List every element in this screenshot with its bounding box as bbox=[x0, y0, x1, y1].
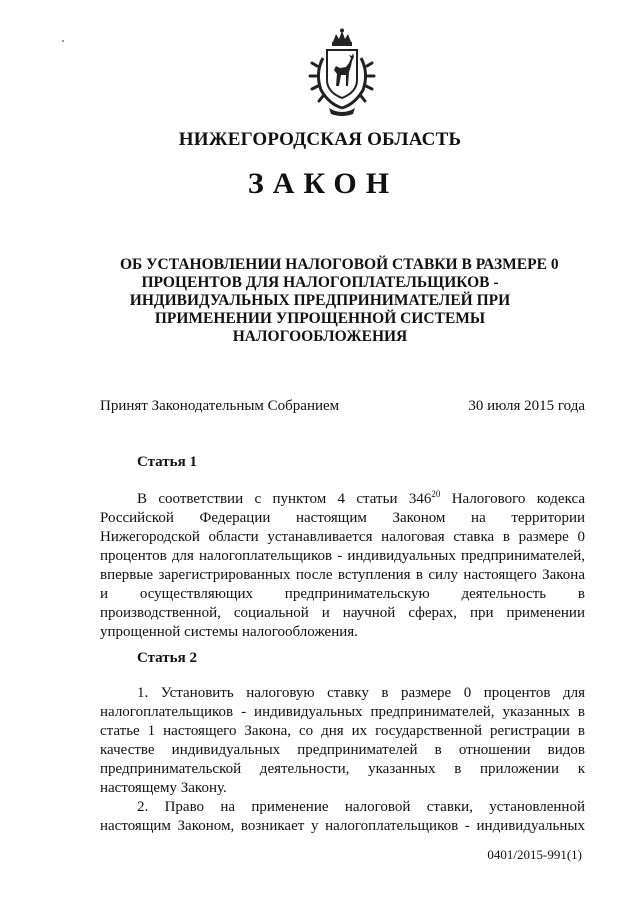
document-type-heading: ЗАКОН bbox=[247, 167, 399, 200]
law-title bbox=[120, 256, 559, 346]
article-2-paragraph-1 bbox=[100, 684, 585, 798]
paragraph-line: 2. Право на применение налоговой ставки, установленной bbox=[137, 799, 585, 815]
paragraph-line: производственной, социальной и научной сферах, при применении bbox=[100, 605, 585, 621]
region-name: НИЖЕГОРОДСКАЯ ОБЛАСТЬ bbox=[178, 129, 462, 150]
paragraph-line: упрощенной системы налогообложения. bbox=[100, 624, 358, 640]
paragraph-line: впервые зарегистрированных после вступления в силу настоящего Закона bbox=[100, 567, 585, 583]
paragraph-line: настоящему Закону. bbox=[100, 780, 227, 796]
paragraph-line: Нижегородской области устанавливается налоговая ставка в размере 0 bbox=[100, 529, 585, 545]
paragraph-line: налогоплательщиков - индивидуальных предпринимателей, указанных в bbox=[100, 704, 585, 720]
adoption-line bbox=[100, 398, 585, 415]
paragraph-line: статье 1 настоящего Закона, со дня их государственной регистрации в bbox=[100, 723, 585, 739]
article-2-heading: Статья 2 bbox=[137, 650, 197, 666]
title-line: НАЛОГООБЛОЖЕНИЯ bbox=[232, 328, 408, 345]
title-line: ПРОЦЕНТОВ ДЛЯ НАЛОГОПЛАТЕЛЬЩИКОВ - bbox=[141, 274, 499, 291]
title-line: ОБ УСТАНОВЛЕНИИ НАЛОГОВОЙ СТАВКИ В РАЗМЕРЕ 0 bbox=[120, 256, 559, 273]
adoption-date: 30 июля 2015 года bbox=[468, 398, 585, 414]
scan-speck bbox=[62, 40, 64, 42]
article-1-heading: Статья 1 bbox=[137, 454, 197, 470]
paragraph-line: процентов для налогоплательщиков - индивидуальных предпринимателей, bbox=[100, 548, 585, 564]
article-2-paragraph-2 bbox=[100, 798, 585, 836]
paragraph-line: Российской Федерации настоящим Законом на территории bbox=[100, 510, 585, 526]
adopted-by: Принят Законодательным Собранием bbox=[100, 398, 340, 414]
paragraph-line: настоящим Законом, возникает у налогоплательщиков - индивидуальных bbox=[100, 818, 585, 834]
title-line: ИНДИВИДУАЛЬНЫХ ПРЕДПРИНИМАТЕЛЕЙ ПРИ bbox=[129, 292, 511, 309]
superscript: 20 bbox=[431, 489, 441, 499]
paragraph-line: 1. Установить налоговую ставку в размере 0 процентов для bbox=[137, 685, 585, 701]
coat-of-arms-emblem bbox=[303, 28, 381, 118]
paragraph-line: В соответствии с пунктом 4 статьи $346^{20}$ Налогового кодекса bbox=[137, 489, 585, 507]
paragraph-line: качестве индивидуальных предпринимателей в отношении видов bbox=[100, 742, 585, 758]
document-number: 0401/2015-991(1) bbox=[487, 847, 582, 862]
article-1-text bbox=[100, 490, 585, 642]
paragraph-line: и осуществляющих предпринимательскую деятельность в bbox=[100, 586, 585, 602]
paragraph-line: предпринимательской деятельности, указанных в приложении к bbox=[100, 761, 585, 777]
title-line: ПРИМЕНЕНИИ УПРОЩЕННОЙ СИСТЕМЫ bbox=[154, 310, 486, 327]
